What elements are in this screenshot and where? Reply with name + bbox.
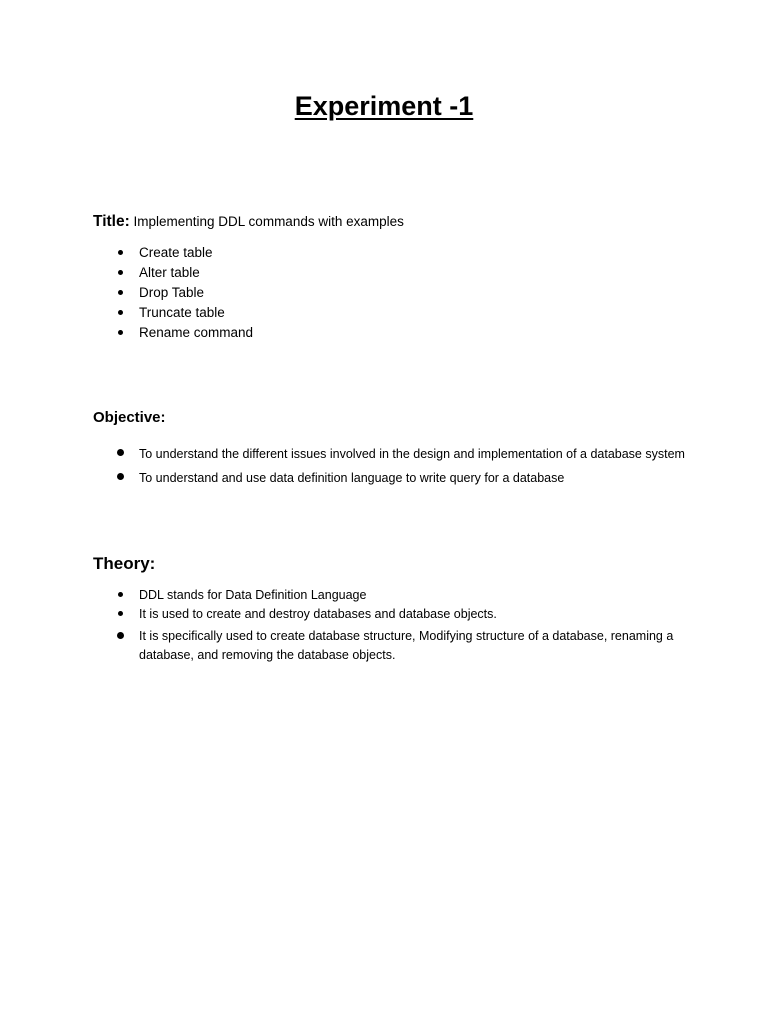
list-item <box>93 469 693 487</box>
bullet-icon <box>118 270 123 275</box>
list-item <box>93 445 693 463</box>
list-item <box>93 605 693 624</box>
bullet-icon <box>117 473 124 480</box>
list-item <box>93 283 693 303</box>
objective-list <box>93 445 693 487</box>
list-item <box>93 627 693 664</box>
list-item-text: Alter table <box>139 265 200 280</box>
list-item-text: It is specifically used to create database structure, Modifying structure of a database, renaming a database, and removing the database objects. <box>139 629 674 662</box>
bullet-icon <box>118 611 123 616</box>
list-item-text: To understand the different issues involved in the design and implementation of a database system <box>139 447 685 461</box>
bullet-icon <box>118 290 123 295</box>
list-item <box>93 323 693 343</box>
bullet-icon <box>118 250 123 255</box>
title-text: Implementing DDL commands with examples <box>133 214 404 229</box>
theory-heading: Theory: <box>93 554 156 573</box>
list-item <box>93 303 693 323</box>
list-item-text: Drop Table <box>139 285 205 300</box>
list-item-text: To understand and use data definition language to write query for a database <box>139 471 565 485</box>
list-item <box>93 263 693 283</box>
title-line <box>93 211 404 233</box>
list-item-text: DDL stands for Data Definition Language <box>139 588 367 602</box>
list-item <box>93 243 693 263</box>
bullet-icon <box>118 330 123 335</box>
bullet-icon <box>118 310 123 315</box>
list-item-text: Truncate table <box>139 305 225 320</box>
bullet-icon <box>118 592 123 597</box>
list-item <box>93 586 693 605</box>
ddl-commands-list <box>93 243 693 343</box>
list-item-text: Rename command <box>139 325 254 340</box>
objective-heading: Objective: <box>93 409 166 426</box>
bullet-icon <box>117 449 124 456</box>
list-item-text: It is used to create and destroy databases and database objects. <box>139 606 497 621</box>
title-label: Title: <box>93 213 130 230</box>
page-title: Experiment -1 <box>294 91 474 121</box>
bullet-icon <box>117 632 124 639</box>
list-item-text: Create table <box>139 245 213 260</box>
theory-list <box>93 586 693 664</box>
